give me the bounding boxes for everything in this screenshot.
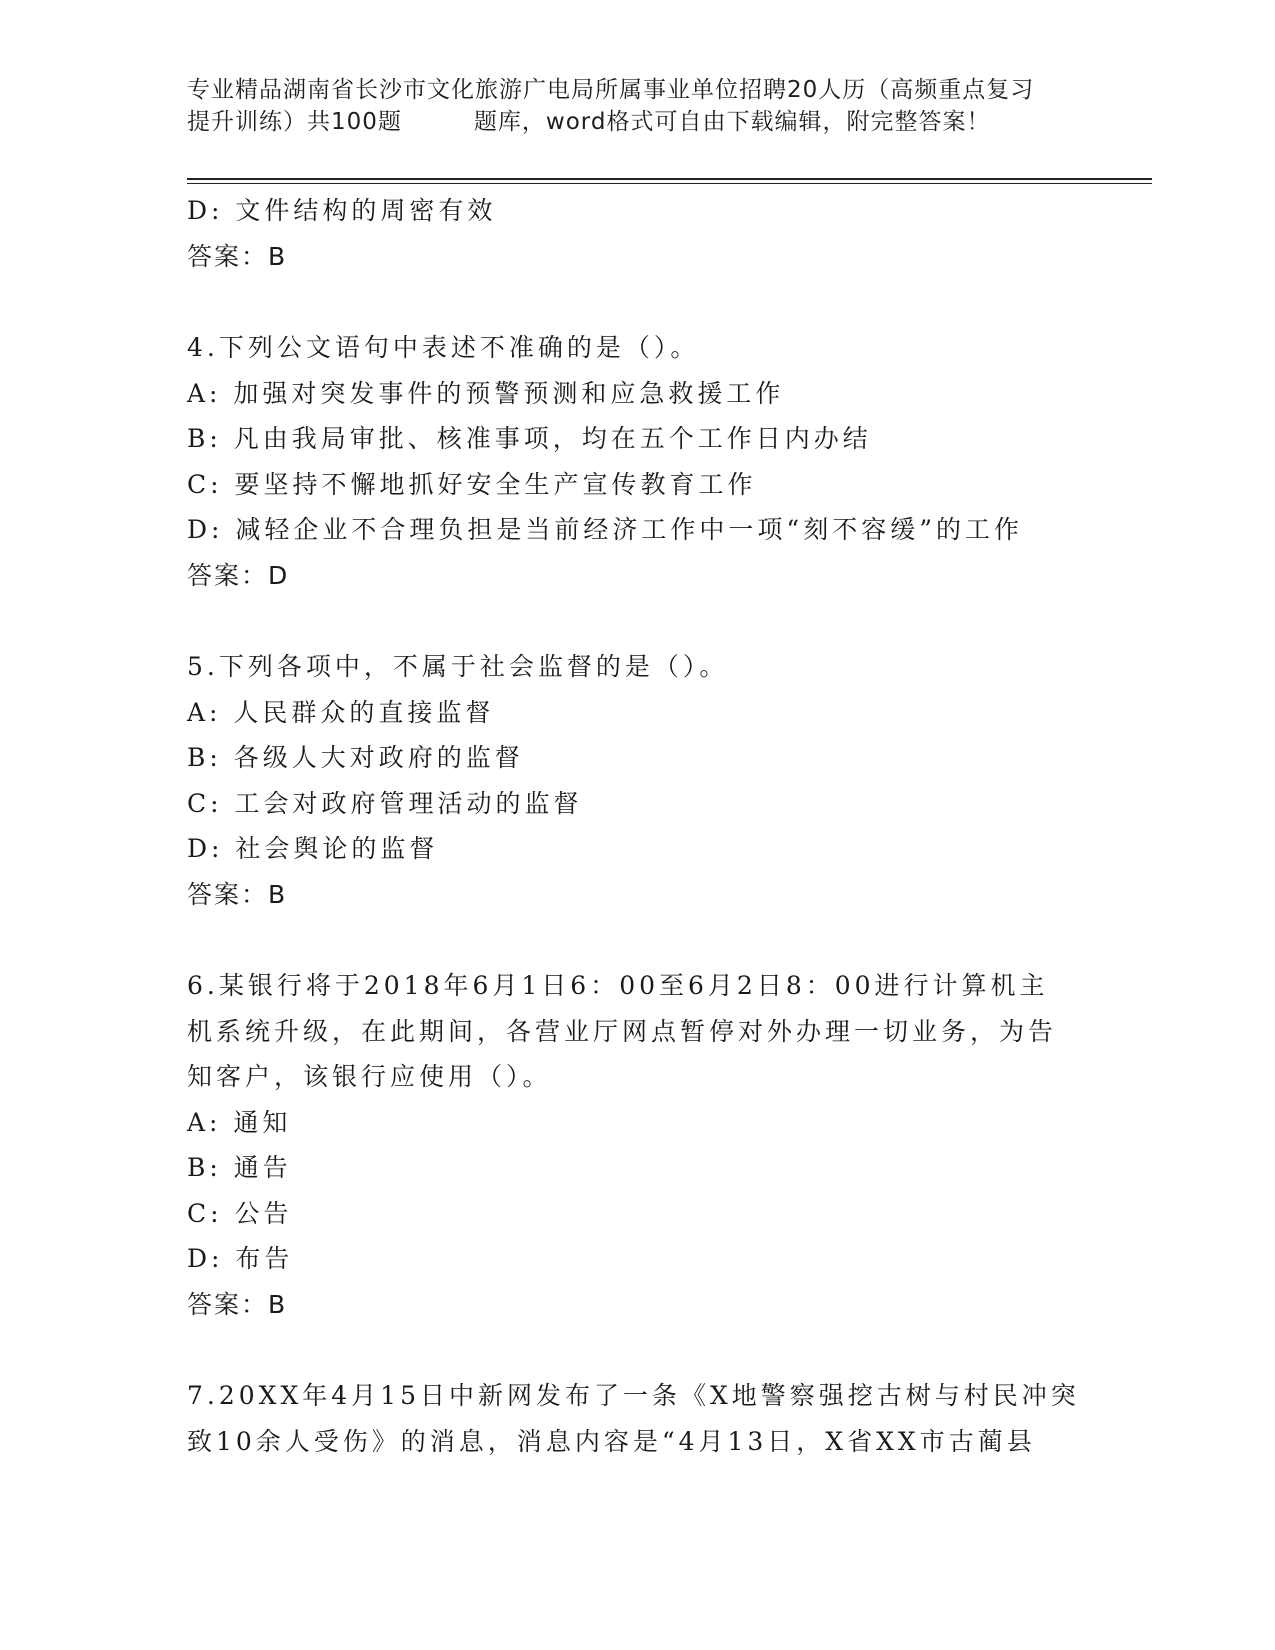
header-line-2	[187, 106, 1087, 138]
option-b: B: 凡由我局审批、核准事项，均在五个工作日内办结	[187, 424, 872, 453]
option-d: D: 减轻企业不合理负担是当前经济工作中一项“刻不容缓”的工作	[187, 515, 1023, 544]
question-6	[187, 963, 1087, 1327]
spacer	[187, 279, 1087, 325]
option-d: D: 社会舆论的监督	[187, 834, 439, 863]
question-stem-line-2: 机系统升级，在此期间，各营业厅网点暂停对外办理一切业务，为告	[187, 1016, 1058, 1046]
option-d: D: 文件结构的周密有效	[187, 196, 497, 225]
option-b: B: 各级人大对政府的监督	[187, 743, 524, 772]
option-d: D: 布告	[187, 1244, 294, 1273]
option-a: A: 加强对突发事件的预警预测和应急救援工作	[187, 378, 785, 408]
option-a: A: 通知	[187, 1107, 292, 1137]
header-line-1: 专业精品湖南省长沙市文化旅游广电局所属事业单位招聘20人历（高频重点复习	[187, 77, 1035, 103]
question-stem-line-1: 6.某银行将于2018年6月1日6：00至6月2日8：00进行计算机主	[187, 971, 1049, 1000]
answer: 答案：D	[187, 560, 290, 590]
option-c: C: 要坚持不懈地抓好安全生产宣传教育工作	[187, 469, 757, 499]
header-divider-thin	[187, 183, 1152, 184]
question-list	[187, 188, 1087, 1464]
question-stem: 5.下列各项中，不属于社会监督的是（）。	[187, 652, 729, 681]
question-stem: 4.下列公文语句中表述不准确的是（）。	[187, 333, 700, 362]
answer: 答案：B	[187, 241, 288, 271]
page-header	[187, 74, 1087, 138]
header-divider-thick	[187, 178, 1152, 180]
question-stem-line-2: 致10余人受伤》的消息，消息内容是“4月13日，X省XX市古蔺县	[187, 1426, 1036, 1456]
spacer	[187, 598, 1087, 644]
answer: 答案：B	[187, 879, 288, 909]
question-5	[187, 644, 1087, 917]
option-c: C: 公告	[187, 1198, 293, 1228]
question-stem-line-3: 知客户，该银行应使用（）。	[187, 1062, 552, 1091]
question-7	[187, 1373, 1087, 1464]
header-line-2-end: 题库，word格式可自由下载编辑，附完整答案！	[473, 109, 991, 135]
answer: 答案：B	[187, 1289, 288, 1319]
option-a: A: 人民群众的直接监督	[187, 697, 495, 727]
spacer	[187, 917, 1087, 963]
header-line-2-start: 提升训练）共100题	[187, 109, 402, 135]
question-3-tail	[187, 188, 1087, 279]
question-4	[187, 325, 1087, 598]
option-c: C: 工会对政府管理活动的监督	[187, 788, 583, 818]
option-b: B: 通告	[187, 1153, 292, 1182]
question-stem-line-1: 7.20XX年4月15日中新网发布了一条《X地警察强挖古树与村民冲突	[187, 1381, 1080, 1410]
spacer	[187, 1327, 1087, 1373]
